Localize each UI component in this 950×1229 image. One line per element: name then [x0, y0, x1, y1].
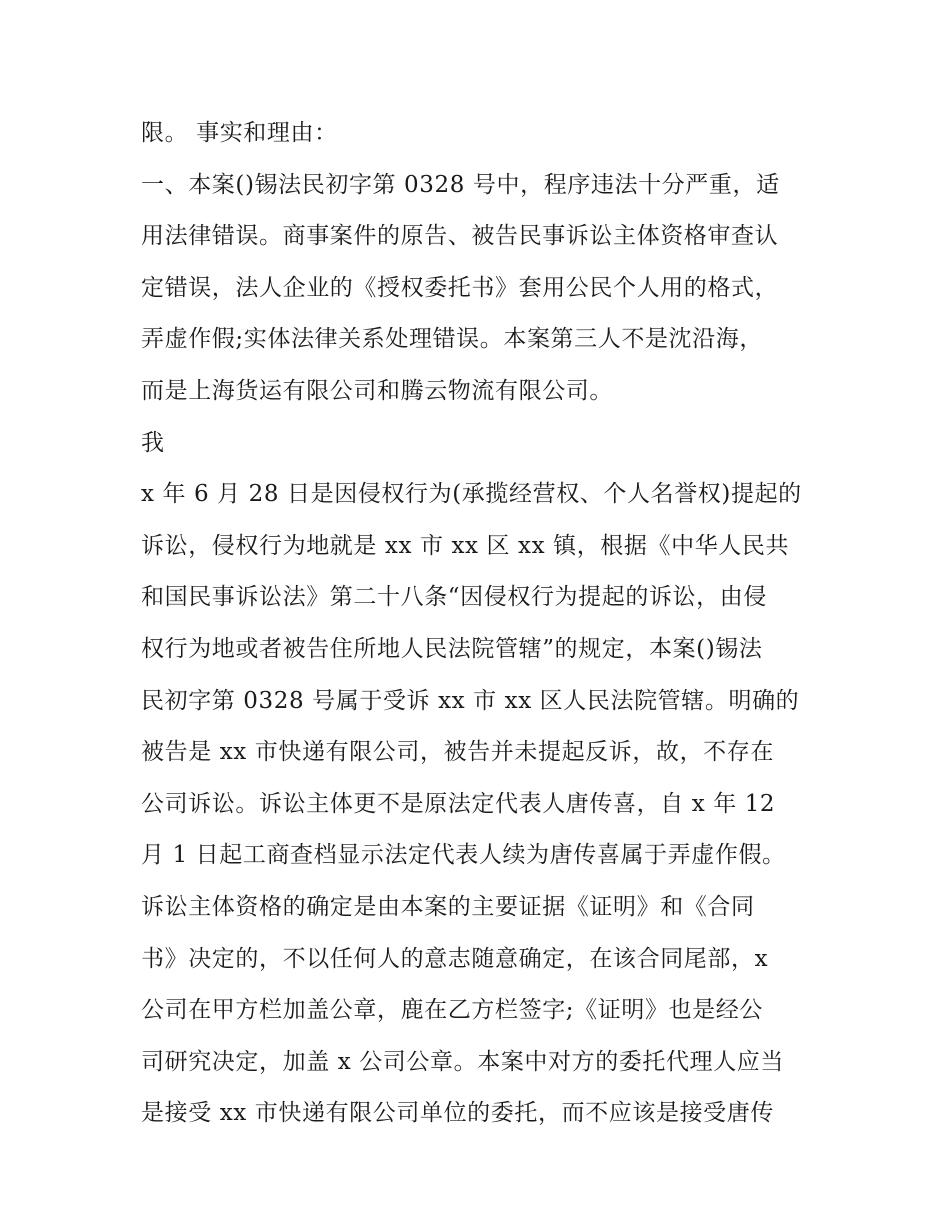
text-line: 被告是 xx 市快递有限公司，被告并未提起反诉，故，不存在 — [141, 739, 774, 766]
text-line: x 年 6 月 28 日是因侵权行为(承揽经营权、个人名誉权)提起的 — [141, 481, 802, 508]
text-line: 权行为地或者被告住所地人民法院管辖”的规定，本案()锡法 — [141, 635, 763, 662]
text-line: 诉讼，侵权行为地就是 xx 市 xx 区 xx 镇，根据《中华人民共 — [141, 532, 790, 559]
text-line: 和国民事诉讼法》第二十八条“因侵权行为提起的诉讼，由侵 — [141, 584, 767, 611]
text-line: 司研究决定，加盖 x 公司公章。本案中对方的委托代理人应当 — [141, 1048, 784, 1075]
text-line: 限。 事实和理由： — [141, 120, 338, 146]
text-line: 公司在甲方栏加盖公章，鹿在乙方栏签字;《证明》也是经公 — [141, 997, 763, 1024]
text-line: 是接受 xx 市快递有限公司单位的委托，而不应该是接受唐传 — [141, 1100, 774, 1127]
text-line: 民初字第 0328 号属于受诉 xx 市 xx 区人民法院管辖。明确的 — [141, 687, 800, 714]
text-line: 诉讼主体资格的确定是由本案的主要证据《证明》和《合同 — [141, 893, 755, 920]
document-body — [141, 108, 821, 1140]
text-line: 而是上海货运有限公司和腾云物流有限公司。 — [141, 377, 613, 404]
text-line: 定错误，法人企业的《授权委托书》套用公民个人用的格式， — [141, 274, 779, 301]
text-line: 公司诉讼。诉讼主体更不是原法定代表人唐传喜，自 x 年 12 — [141, 790, 776, 817]
text-line: 一、本案()锡法民初字第 0328 号中，程序违法十分严重，适 — [141, 171, 780, 198]
text-line: 书》决定的，不以任何人的意志随意确定，在该合同尾部，x — [141, 945, 769, 972]
text-line: 月 1 日起工商查档显示法定代表人续为唐传喜属于弄虚作假。 — [141, 842, 786, 869]
text-line: 我 — [141, 429, 165, 456]
text-line: 弄虚作假;实体法律关系处理错误。本案第三人不是沈沿海， — [141, 326, 763, 353]
text-line: 用法律错误。商事案件的原告、被告民事诉讼主体资格审查认 — [141, 223, 779, 250]
